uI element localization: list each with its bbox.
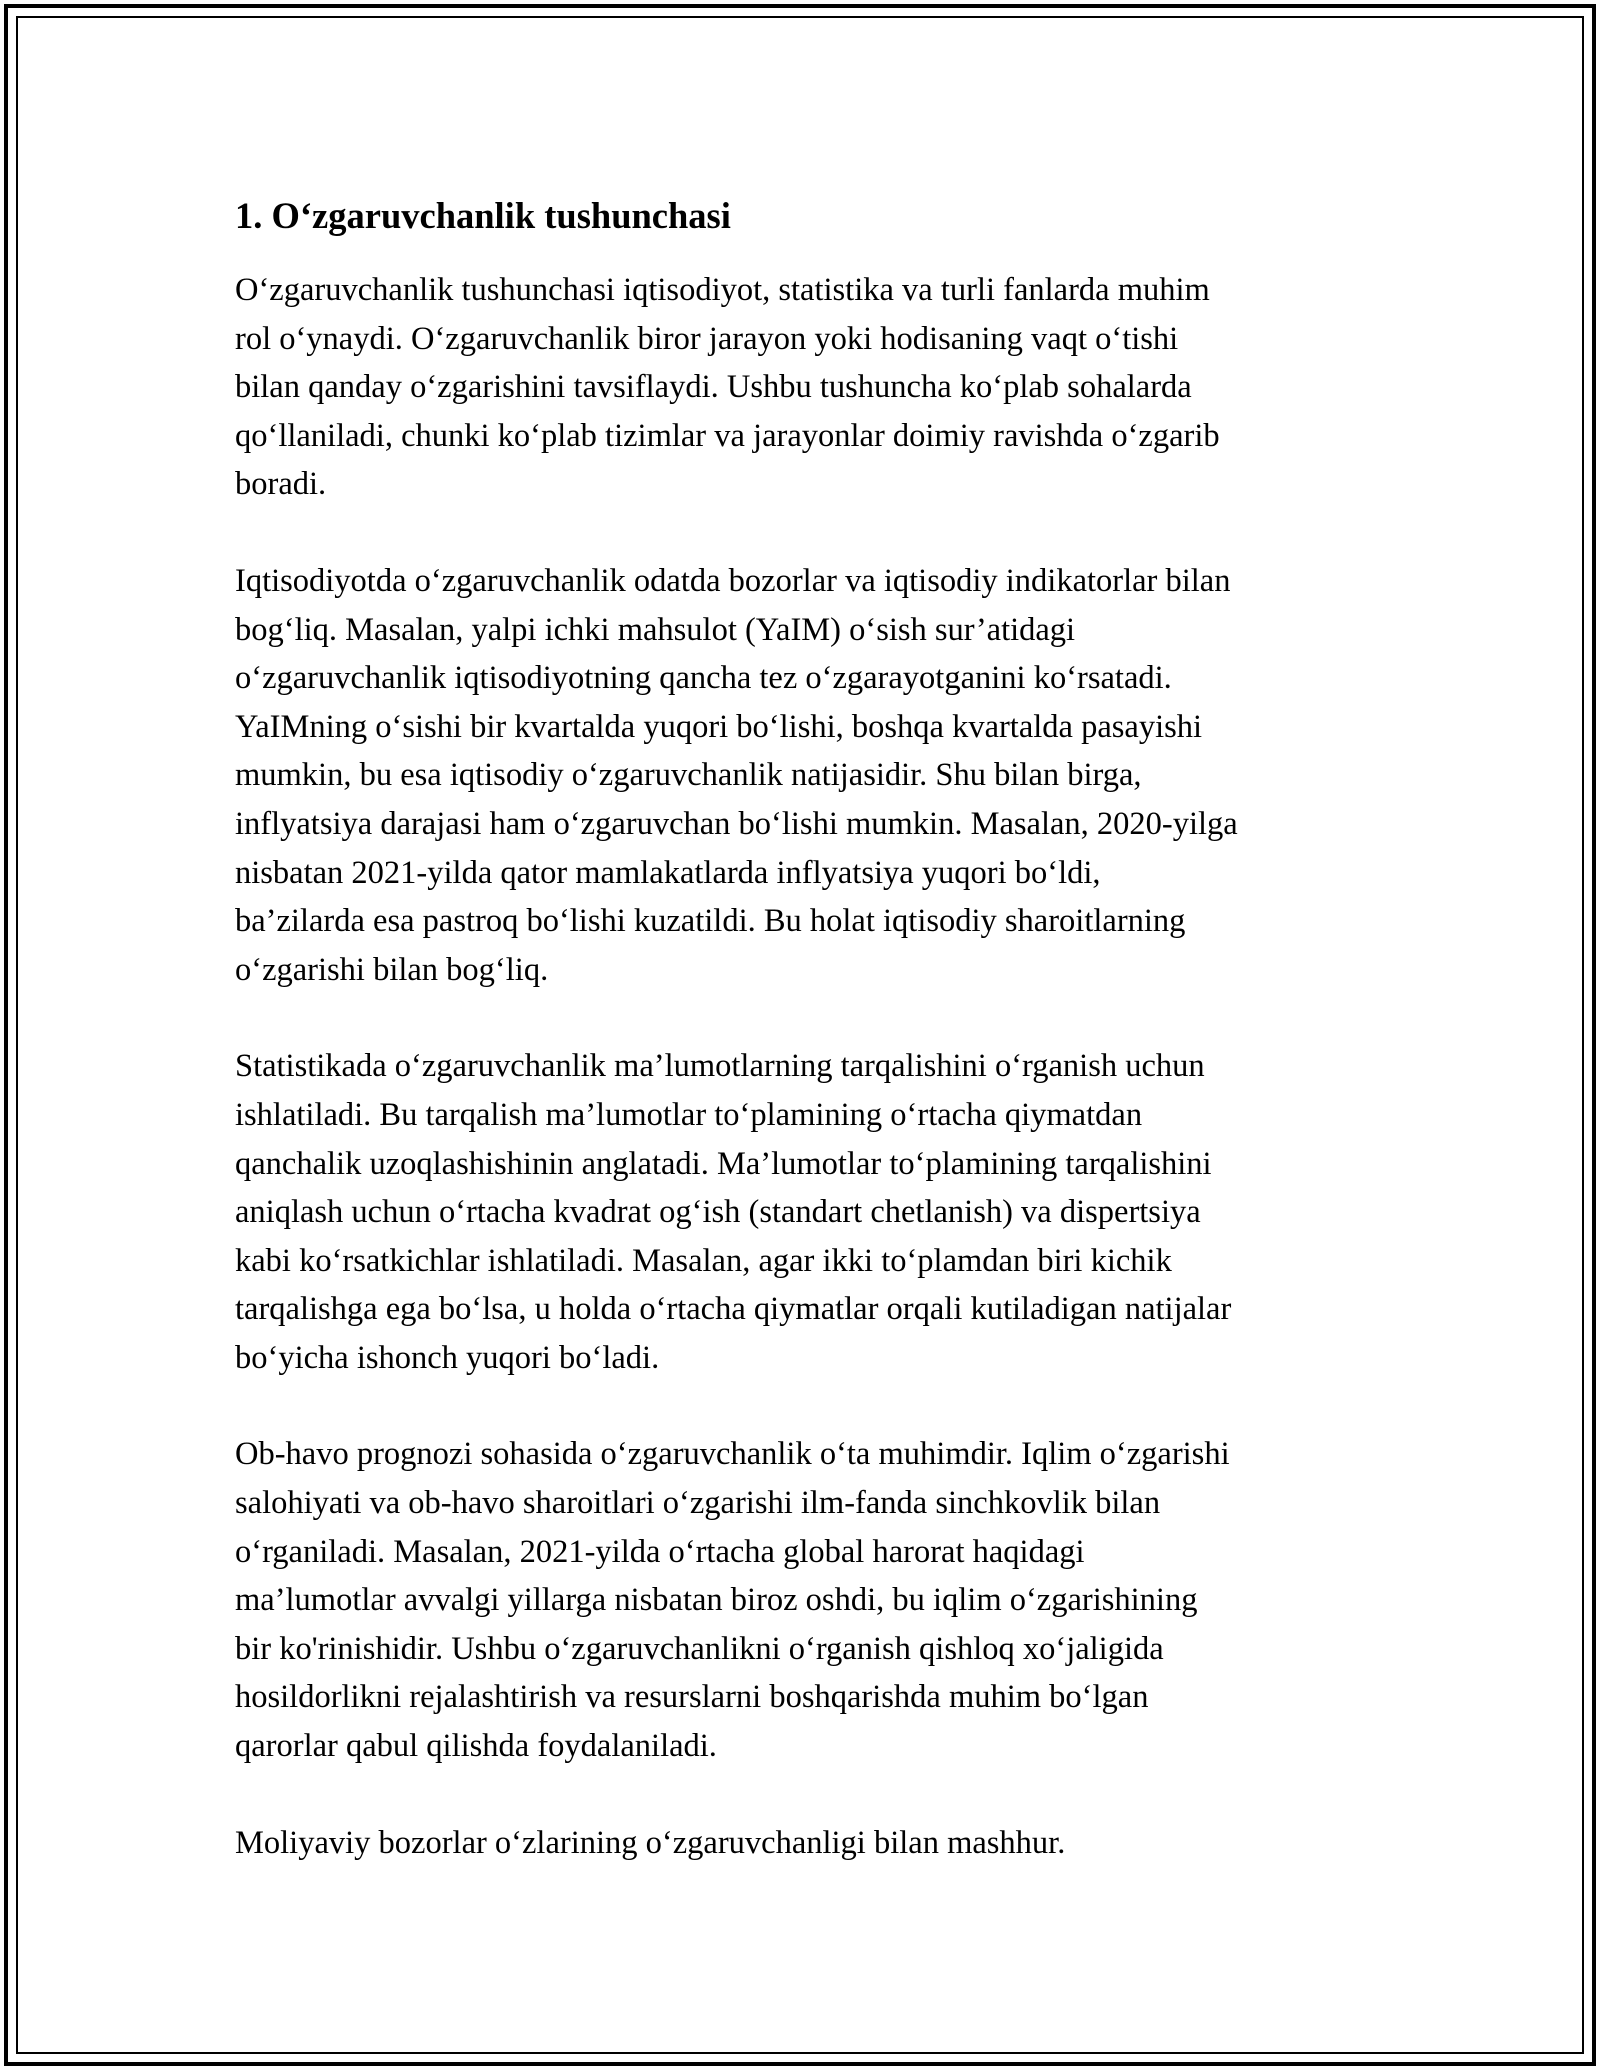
text-line: o‘zgaruvchanlik iqtisodiyotning qancha tez o‘zgarayotganini ko‘rsatadi.: [235, 660, 1172, 697]
text-line: o‘zgarishi bilan bog‘liq.: [235, 951, 549, 988]
document-body: [235, 188, 1375, 1915]
text-line: Ob-havo prognozi sohasida o‘zgaruvchanlik o‘ta muhimdir. Iqlim o‘zgarishi: [235, 1436, 1230, 1473]
paragraph: [235, 557, 1375, 994]
text-line: mumkin, bu esa iqtisodiy o‘zgaruvchanlik natijasidir. Shu bilan birga,: [235, 757, 1142, 794]
text-line: bo‘yicha ishonch yuqori bo‘ladi.: [235, 1339, 660, 1376]
text-line: qanchalik uzoqlashishinin anglatadi. Ma’lumotlar to‘plamining tarqalishini: [235, 1145, 1212, 1182]
text-line: bir ko'rinishidir. Ushbu o‘zgaruvchanlikni o‘rganish qishloq xo‘jaligida: [235, 1630, 1164, 1667]
text-line: aniqlash uchun o‘rtacha kvadrat og‘ish (standart chetlanish) va dispertsiya: [235, 1194, 1201, 1231]
paragraphs: [235, 266, 1375, 1867]
text-line: hosildorlikni rejalashtirish va resurslarni boshqarishda muhim bo‘lgan: [235, 1679, 1149, 1716]
text-line: salohiyati va ob-havo sharoitlari o‘zgarishi ilm-fanda sinchkovlik bilan: [235, 1485, 1161, 1522]
paragraph: [235, 1042, 1375, 1382]
text-line: tarqalishga ega bo‘lsa, u holda o‘rtacha qiymatlar orqali kutiladigan natijalar: [235, 1291, 1232, 1328]
text-line: rol o‘ynaydi. O‘zgaruvchanlik biror jarayon yoki hodisaning vaqt o‘tishi: [235, 320, 1179, 357]
text-line: ma’lumotlar avvalgi yillarga nisbatan biroz oshdi, bu iqlim o‘zgarishining: [235, 1582, 1198, 1619]
text-line: boradi.: [235, 466, 327, 503]
text-line: nisbatan 2021-yilda qator mamlakatlarda inflyatsiya yuqori bo‘ldi,: [235, 854, 1101, 891]
text-line: inflyatsiya darajasi ham o‘zgaruvchan bo‘lishi mumkin. Masalan, 2020-yilga: [235, 805, 1238, 842]
paragraph: [235, 1819, 1375, 1868]
section-heading: 1. O‘zgaruvchanlik tushunchasi: [235, 195, 731, 236]
text-line: Moliyaviy bozorlar o‘zlarining o‘zgaruvchanligi bilan mashhur.: [235, 1824, 1066, 1861]
text-line: qo‘llaniladi, chunki ko‘plab tizimlar va jarayonlar doimiy ravishda o‘zgarib: [235, 417, 1220, 454]
text-line: qarorlar qabul qilishda foydalaniladi.: [235, 1728, 717, 1765]
text-line: Iqtisodiyotda o‘zgaruvchanlik odatda bozorlar va iqtisodiy indikatorlar bilan: [235, 562, 1231, 599]
text-line: Statistikada o‘zgaruvchanlik ma’lumotlarning tarqalishini o‘rganish uchun: [235, 1048, 1205, 1085]
text-line: O‘zgaruvchanlik tushunchasi iqtisodiyot, statistika va turli fanlarda muhim: [235, 272, 1210, 308]
text-line: YaIMning o‘sishi bir kvartalda yuqori bo‘lishi, boshqa kvartalda pasayishi: [235, 708, 1203, 745]
text-line: bilan qanday o‘zgarishini tavsiflaydi. Ushbu tushuncha ko‘plab sohalarda: [235, 369, 1192, 406]
text-line: ishlatiladi. Bu tarqalish ma’lumotlar to‘plamining o‘rtacha qiymatdan: [235, 1096, 1143, 1133]
text-line: bog‘liq. Masalan, yalpi ichki mahsulot (YaIM) o‘sish sur’atidagi: [235, 611, 1076, 648]
paragraph: [235, 266, 1375, 509]
text-line: ba’zilarda esa pastroq bo‘lishi kuzatildi. Bu holat iqtisodiy sharoitlarning: [235, 903, 1186, 940]
text-line: kabi ko‘rsatkichlar ishlatiladi. Masalan, agar ikki to‘plamdan biri kichik: [235, 1242, 1172, 1279]
text-line: o‘rganiladi. Masalan, 2021-yilda o‘rtacha global harorat haqidagi: [235, 1533, 1085, 1570]
paragraph: [235, 1430, 1375, 1770]
